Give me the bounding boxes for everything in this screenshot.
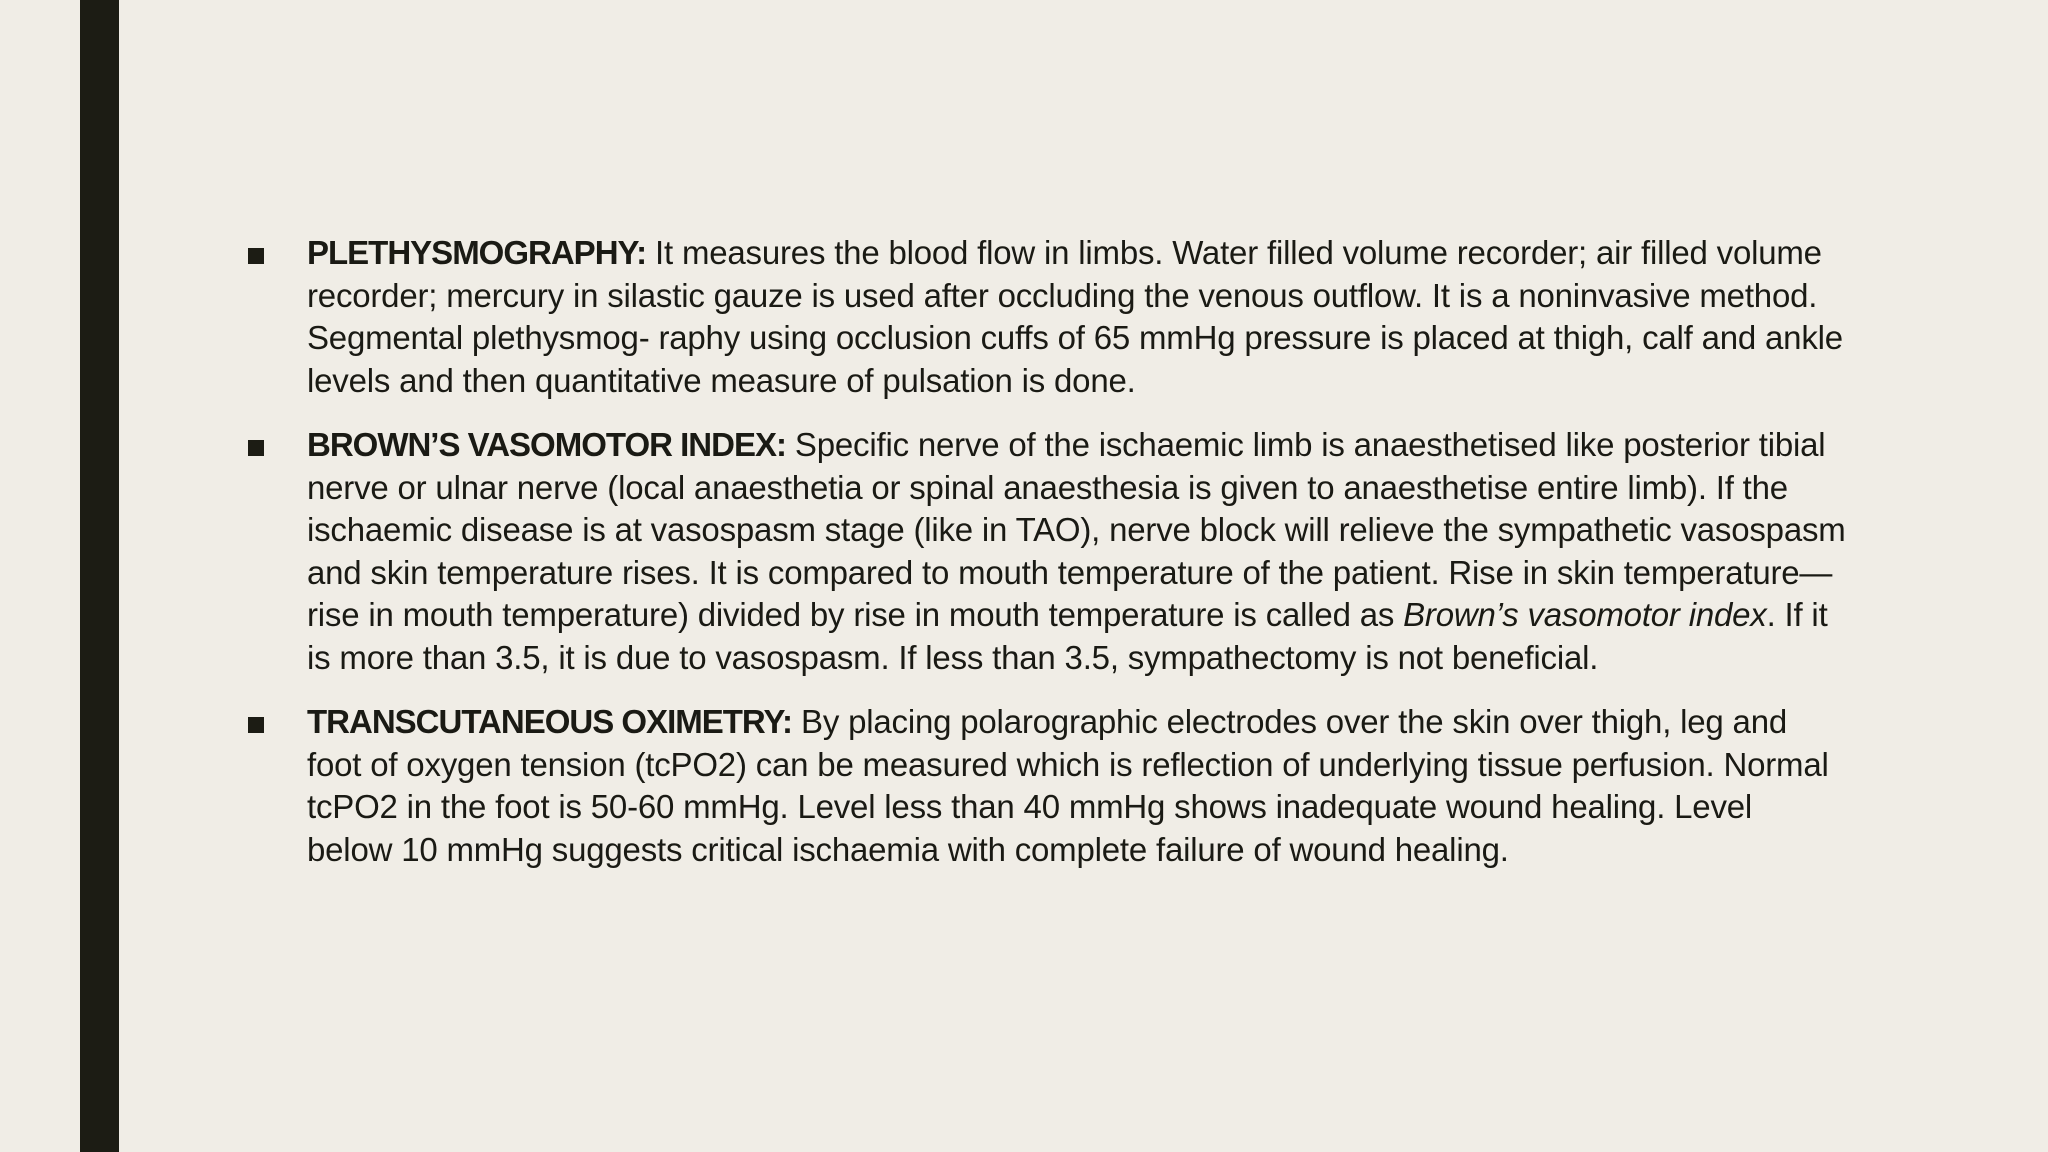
- square-bullet-icon: [248, 717, 264, 733]
- slide-content: [246, 232, 1846, 893]
- term-browns-vasomotor-index: BROWN’S VASOMOTOR INDEX:: [307, 426, 786, 463]
- bullet-text: It measures the blood flow in limbs. Water filled volume recorder; air filled volume recorder; mercury in silastic gauze is used after occluding the venous outflow. It is a noninvasive method. Segmental plethysmog- raphy using occlusion cuffs of 65 mmHg pressure is placed at thigh, calf and ankle levels and then quantitative measure of pulsation is done.: [307, 234, 1843, 399]
- square-bullet-icon: [248, 440, 264, 456]
- term-transcutaneous-oximetry: TRANSCUTANEOUS OXIMETRY:: [307, 703, 793, 740]
- bullet-browns-vasomotor-index: [246, 424, 1846, 679]
- accent-side-bar: [80, 0, 119, 1152]
- square-bullet-icon: [248, 248, 264, 264]
- term-plethysmography: PLETHYSMOGRAPHY:: [307, 234, 647, 271]
- bullet-plethysmography: [246, 232, 1846, 402]
- bullet-text-after: . If it is more than 3.5, it is due to vasospasm. If less than 3.5, sympathectomy is not beneficial.: [307, 596, 1828, 676]
- bullet-transcutaneous-oximetry: [246, 701, 1846, 871]
- bullet-text: By placing polarographic electrodes over the skin over thigh, leg and foot of oxygen tension (tcPO2) can be measured which is reflection of underlying tissue perfusion. Normal tcPO2 in the foot is 50-60 mmHg. Level less than 40 mmHg shows inadequate wound healing. Level below 10 mmHg suggests critical ischaemia with complete failure of wound healing.: [307, 703, 1829, 868]
- bullet-text-before: Specific nerve of the ischaemic limb is anaesthetised like posterior tibial nerve or ulnar nerve (local anaesthetia or spinal anaesthesia is given to anaesthetise entire limb). If the ischaemic disease is at vasospasm stage (like in TAO), nerve block will relieve the sympathetic vasospasm and skin temperature rises. It is compared to mouth temperature of the patient. Rise in skin temperature—rise in mouth temperature) divided by rise in mouth temperature is called as: [307, 426, 1846, 633]
- bullet-text-italic: Brown’s vasomotor index: [1403, 596, 1767, 633]
